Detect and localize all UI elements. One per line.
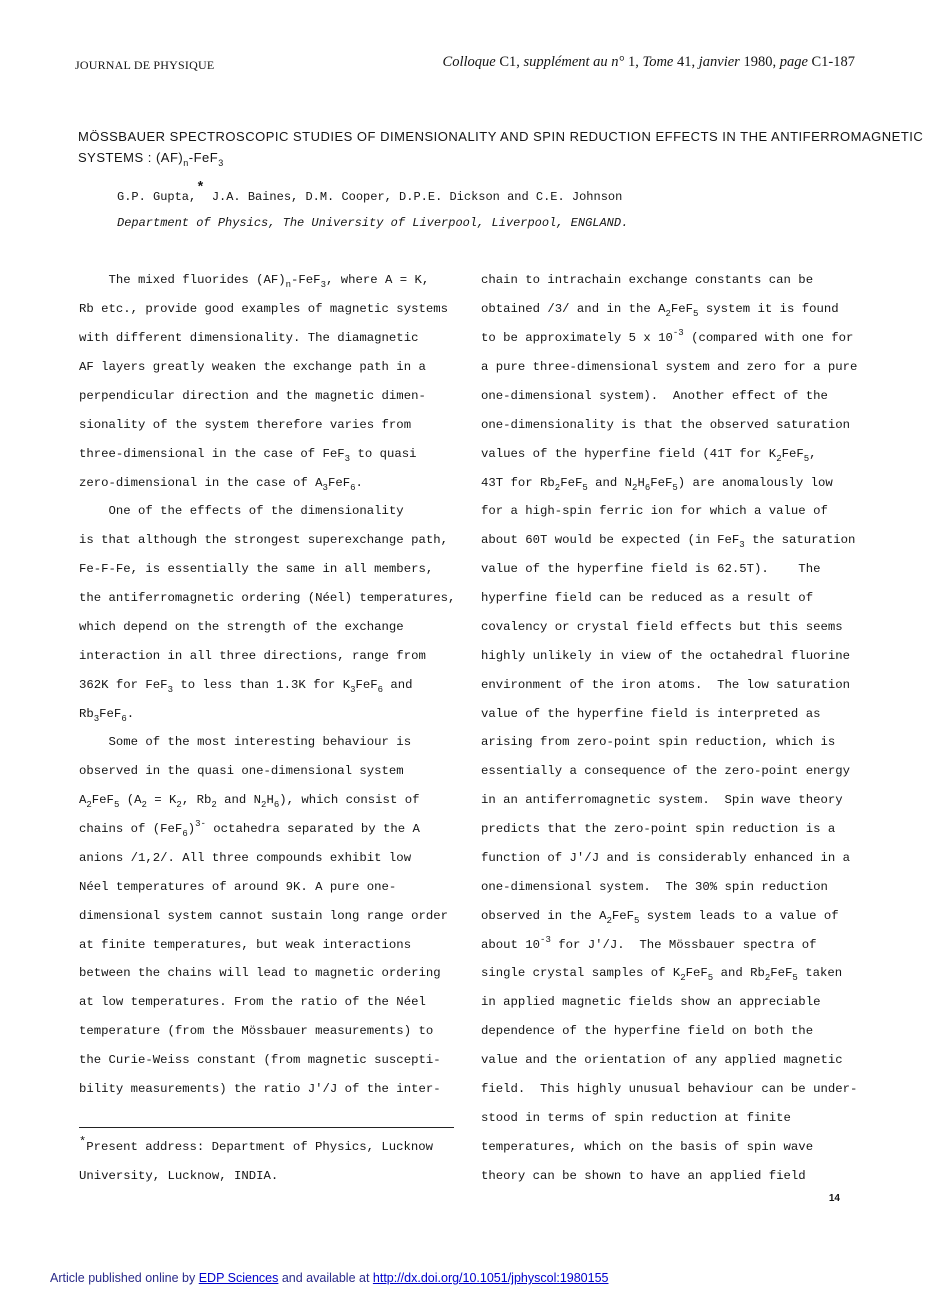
text-line: Rb etc., provide good examples of magnetic systems	[79, 302, 448, 316]
text-line: stood in terms of spin reduction at finite	[481, 1111, 791, 1125]
text-line: about $10^{-3}$ for J'/J. The Mössbauer spectra of	[481, 935, 817, 952]
text-line: the Curie-Weiss constant (from magnetic suscepti-	[79, 1053, 441, 1067]
text-line: value and the orientation of any applied magnetic	[481, 1053, 843, 1067]
text-line: environment of the iron atoms. The low saturation	[481, 678, 850, 692]
text-line: AF layers greatly weaken the exchange path in a	[79, 360, 426, 374]
text-line: hyperfine field can be reduced as a result of	[481, 591, 814, 605]
text-line: perpendicular direction and the magnetic dimen-	[79, 389, 426, 403]
affiliation: Department of Physics, The University of Liverpool, Liverpool, ENGLAND.	[117, 216, 629, 230]
text-line: in an antiferromagnetic system. Spin wave theory	[481, 793, 843, 807]
text-line: $A_2FeF_5$ ($A_2 = K_2$, $Rb_2$ and $N_2H_6$), which consist of	[79, 793, 420, 810]
text-line: value of the hyperfine field is 62.5T). The	[481, 562, 821, 576]
text-line: highly unlikely in view of the octahedral fluorine	[481, 649, 850, 663]
text-line: dimensional system cannot sustain long range order	[79, 909, 448, 923]
text-line: at low temperatures. From the ratio of the Néel	[79, 995, 426, 1009]
text-line: Fe-F-Fe, is essentially the same in all members,	[79, 562, 434, 576]
text-line: values of the hyperfine field (41T for $K_2FeF_5$,	[481, 447, 817, 464]
text-line: one-dimensional system). Another effect of the	[481, 389, 828, 403]
text-line: the antiferromagnetic ordering (Néel) temperatures,	[79, 591, 456, 605]
text-line: one-dimensionality is that the observed saturation	[481, 418, 850, 432]
footnote-marker: *	[196, 180, 205, 196]
text-line: anions /1,2/. All three compounds exhibit low	[79, 851, 412, 865]
text-line: sionality of the system therefore varies from	[79, 418, 412, 432]
footnote: University, Lucknow, INDIA.	[79, 1169, 279, 1183]
text-line: Néel temperatures of around 9K. A pure one-	[79, 880, 397, 894]
page-number: 14	[828, 1193, 840, 1204]
text-line: function of J'/J and is considerably enhanced in a	[481, 851, 850, 865]
edp-sciences-link[interactable]: EDP Sciences	[198, 1271, 279, 1285]
text-line: a pure three-dimensional system and zero for a pure	[481, 360, 858, 374]
text-line: bility measurements) the ratio J'/J of the inter-	[79, 1082, 441, 1096]
text-line: temperatures, which on the basis of spin wave	[481, 1140, 814, 1154]
text-line: to be approximately 5 x $10^{-3}$ (compared with one for	[481, 328, 854, 345]
text-line: essentially a consequence of the zero-point energy	[481, 764, 850, 778]
text-line: zero-dimensional in the case of $A_3FeF_6$.	[79, 476, 363, 493]
text-line: one-dimensional system. The 30% spin reduction	[481, 880, 828, 894]
journal-citation: Colloque C1, supplément au n° 1, Tome 41, janvier 1980, page C1-187	[442, 54, 855, 70]
text-line: predicts that the zero-point spin reduction is a	[481, 822, 836, 836]
text-line: arising from zero-point spin reduction, which is	[481, 735, 836, 749]
text-line: Some of the most interesting behaviour is	[79, 735, 412, 749]
text-line: which depend on the strength of the exchange	[79, 620, 404, 634]
text-line: field. This highly unusual behaviour can be under-	[481, 1082, 858, 1096]
footnote: *Present address: Department of Physics, Lucknow	[79, 1135, 434, 1154]
text-line: 43T for $Rb_2FeF_5$ and $N_2H_6FeF_5$) are anomalously low	[481, 476, 833, 493]
text-line: dependence of the hyperfine field on both the	[481, 1024, 814, 1038]
text-line: at finite temperatures, but weak interactions	[79, 938, 412, 952]
text-line: chains of $(FeF_6)^{3-}$ octahedra separated by the A	[79, 819, 420, 839]
text-line: obtained /3/ and in the $A_2FeF_5$ system it is found	[481, 302, 839, 319]
text-line: observed in the $A_2FeF_5$ system leads to a value of	[481, 909, 839, 926]
text-line: $Rb_3FeF_6$.	[79, 707, 135, 724]
paper-title: MÖSSBAUER SPECTROSCOPIC STUDIES OF DIMENSIONALITY AND SPIN REDUCTION EFFECTS IN THE ANTIFERROMAGNETIC SYSTEMS : $(AF)_n-FeF_3$	[78, 129, 924, 168]
journal-name: JOURNAL DE PHYSIQUE	[75, 58, 215, 72]
text-line: for a high-spin ferric ion for which a value of	[481, 504, 828, 518]
text-line: single crystal samples of $K_2FeF_5$ and $Rb_2FeF_5$ taken	[481, 966, 843, 983]
text-line: is that although the strongest superexchange path,	[79, 533, 448, 547]
text-line: theory can be shown to have an applied field	[481, 1169, 806, 1183]
text-line: with different dimensionality. The diamagnetic	[79, 331, 419, 345]
text-line: covalency or crystal field effects but this seems	[481, 620, 843, 634]
text-line: three-dimensional in the case of FeF$_3$ to quasi	[79, 447, 417, 464]
doi-link[interactable]: http://dx.doi.org/10.1051/jphyscol:1980155	[372, 1271, 609, 1285]
publication-footer: Article published online by EDP Sciences and available at http://dx.doi.org/10.1051/jphyscol:1980155	[50, 1271, 609, 1285]
text-line: 362K for FeF$_3$ to less than 1.3K for $K_3FeF_6$ and	[79, 678, 413, 695]
author-list: G.P. Gupta,* J.A. Baines, D.M. Cooper, D.P.E. Dickson and C.E. Johnson	[117, 180, 623, 204]
text-line: One of the effects of the dimensionality	[79, 504, 404, 518]
text-line: between the chains will lead to magnetic ordering	[79, 966, 441, 980]
text-line: value of the hyperfine field is interpreted as	[481, 707, 821, 721]
text-line: chain to intrachain exchange constants can be	[481, 273, 814, 287]
text-line: about 60T would be expected (in FeF$_3$ the saturation	[481, 533, 856, 550]
text-line: observed in the quasi one-dimensional system	[79, 764, 404, 778]
text-line: temperature (from the Mössbauer measurements) to	[79, 1024, 434, 1038]
text-line: in applied magnetic fields show an appreciable	[481, 995, 821, 1009]
footnote-rule	[79, 1127, 454, 1128]
text-line: interaction in all three directions, range from	[79, 649, 426, 663]
text-line: The mixed fluorides $(AF)_n-FeF_3$, where A = K,	[79, 273, 430, 290]
